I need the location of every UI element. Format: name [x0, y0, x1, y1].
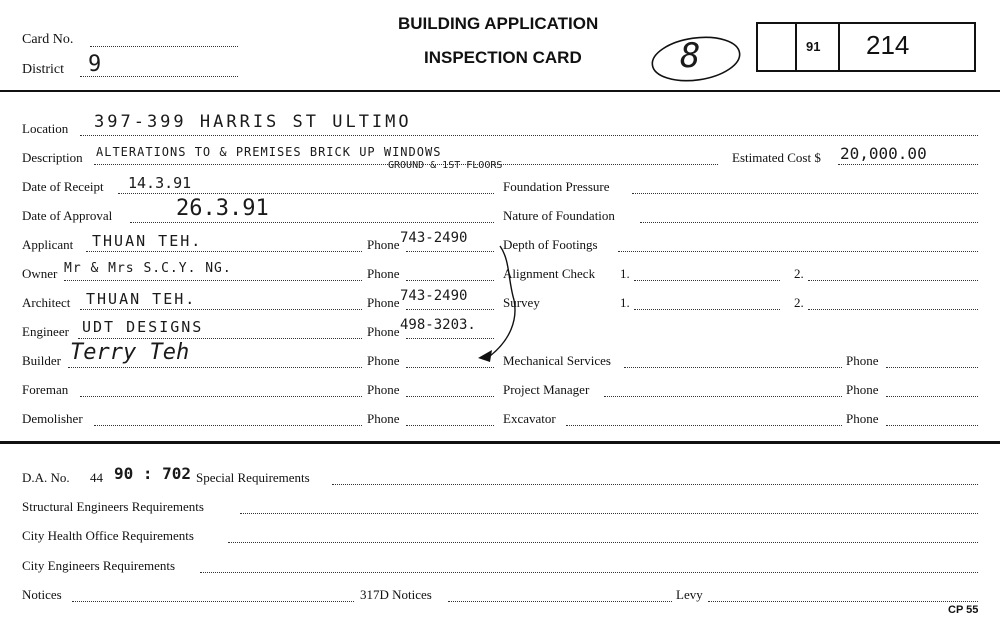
engineer-label: Engineer	[22, 324, 69, 339]
header-rule	[0, 90, 1000, 92]
architect-value: THUAN TEH.	[86, 290, 197, 308]
est-cost-label: Estimated Cost $	[732, 150, 821, 165]
phone-label: Phone	[367, 237, 400, 252]
card-no-label: Card No.	[22, 32, 74, 47]
card-no-field[interactable]	[90, 46, 238, 47]
builder-field[interactable]	[68, 367, 362, 368]
receipt-label: Date of Receipt	[22, 179, 104, 194]
notices-317d-label: 317D Notices	[360, 587, 432, 602]
phone-label: Phone	[846, 411, 879, 426]
location-value: 397-399 HARRIS ST ULTIMO	[94, 112, 412, 132]
demolisher-field[interactable]	[94, 425, 362, 426]
mechanical-field[interactable]	[624, 367, 842, 368]
section-rule	[0, 441, 1000, 444]
levy-field[interactable]	[708, 601, 978, 602]
survey-num2: 2.	[794, 295, 804, 310]
architect-label: Architect	[22, 295, 71, 310]
alignment-num1: 1.	[620, 266, 630, 281]
mechanical-label: Mechanical Services	[503, 353, 611, 368]
foundation-pressure-field[interactable]	[632, 193, 978, 194]
alignment-num2: 2.	[794, 266, 804, 281]
city-eng-label: City Engineers Requirements	[22, 558, 176, 573]
architect-field[interactable]	[80, 309, 362, 310]
approval-value: 26.3.91	[176, 196, 269, 221]
district-value: 9	[88, 52, 102, 77]
approval-field[interactable]	[130, 222, 494, 223]
structural-label: Structural Engineers Requirements	[22, 499, 204, 514]
district-label: District	[22, 62, 64, 77]
receipt-value: 14.3.91	[128, 174, 192, 192]
excavator-label: Excavator	[503, 411, 556, 426]
applicant-field[interactable]	[86, 251, 362, 252]
engineer-value: UDT DESIGNS	[82, 318, 204, 336]
approval-label: Date of Approval	[22, 208, 113, 223]
notices-field[interactable]	[72, 601, 354, 602]
location-label: Location	[22, 121, 69, 136]
card-number: 214	[866, 30, 910, 60]
foundation-pressure-label: Foundation Pressure	[503, 179, 610, 194]
alignment-field-1[interactable]	[634, 280, 780, 281]
demolisher-phone-field[interactable]	[406, 425, 494, 426]
project-manager-phone-field[interactable]	[886, 396, 978, 397]
description-value2: GROUND & 1ST FLOORS	[388, 160, 503, 171]
title-line2: INSPECTION CARD	[424, 48, 582, 67]
special-field[interactable]	[332, 484, 978, 485]
levy-label: Levy	[676, 587, 703, 602]
circled-number: 8	[680, 36, 701, 76]
project-manager-label: Project Manager	[503, 382, 590, 397]
applicant-value: THUAN TEH.	[92, 232, 203, 250]
engineer-field[interactable]	[78, 338, 362, 339]
form-code: CP 55	[948, 604, 979, 616]
survey-field-2[interactable]	[808, 309, 978, 310]
special-label: Special Requirements	[196, 470, 310, 485]
architect-phone: 743-2490	[400, 288, 468, 304]
engineer-phone: 498-3203.	[400, 317, 476, 333]
description-label: Description	[22, 150, 83, 165]
health-field[interactable]	[228, 542, 978, 543]
foreman-label: Foreman	[22, 382, 69, 397]
alignment-label: Alignment Check	[503, 266, 596, 281]
health-label: City Health Office Requirements	[22, 528, 194, 543]
demolisher-label: Demolisher	[22, 411, 83, 426]
est-cost-value: 20,000.00	[840, 144, 927, 163]
excavator-field[interactable]	[566, 425, 842, 426]
phone-label: Phone	[846, 382, 879, 397]
nature-foundation-label: Nature of Foundation	[503, 208, 615, 223]
survey-num1: 1.	[620, 295, 630, 310]
builder-label: Builder	[22, 353, 61, 368]
owner-value: Mr & Mrs S.C.Y. NG.	[64, 261, 232, 276]
da-prefix: 44	[90, 470, 103, 485]
phone-label: Phone	[367, 353, 400, 368]
foreman-field[interactable]	[80, 396, 362, 397]
survey-label: Survey	[503, 295, 540, 310]
location-field[interactable]	[80, 135, 978, 136]
phone-label: Phone	[367, 295, 400, 310]
depth-footings-field[interactable]	[618, 251, 978, 252]
mechanical-phone-field[interactable]	[886, 367, 978, 368]
project-manager-field[interactable]	[604, 396, 842, 397]
structural-field[interactable]	[240, 513, 978, 514]
city-eng-field[interactable]	[200, 572, 978, 573]
nature-foundation-field[interactable]	[640, 222, 978, 223]
da-value: 90 : 702	[114, 464, 192, 483]
owner-field[interactable]	[64, 280, 362, 281]
applicant-label: Applicant	[22, 237, 74, 252]
receipt-field[interactable]	[118, 193, 494, 194]
est-cost-field[interactable]	[838, 164, 978, 165]
district-field[interactable]	[80, 76, 238, 77]
title-line1: BUILDING APPLICATION	[398, 14, 599, 33]
excavator-phone-field[interactable]	[886, 425, 978, 426]
phone-label: Phone	[367, 382, 400, 397]
survey-field-1[interactable]	[634, 309, 780, 310]
phone-label: Phone	[367, 266, 400, 281]
depth-footings-label: Depth of Footings	[503, 237, 598, 252]
year-code: 91	[806, 39, 821, 54]
foreman-phone-field[interactable]	[406, 396, 494, 397]
builder-value: Terry Teh	[70, 340, 190, 365]
phone-label: Phone	[367, 324, 400, 339]
phone-label: Phone	[846, 353, 879, 368]
phone-label: Phone	[367, 411, 400, 426]
applicant-phone: 743-2490	[400, 230, 468, 246]
alignment-field-2[interactable]	[808, 280, 978, 281]
notices-317d-field[interactable]	[448, 601, 672, 602]
owner-label: Owner	[22, 266, 58, 281]
notices-label: Notices	[22, 587, 62, 602]
da-label: D.A. No.	[22, 470, 70, 485]
description-value: ALTERATIONS TO & PREMISES BRICK UP WINDOWS	[96, 145, 442, 159]
